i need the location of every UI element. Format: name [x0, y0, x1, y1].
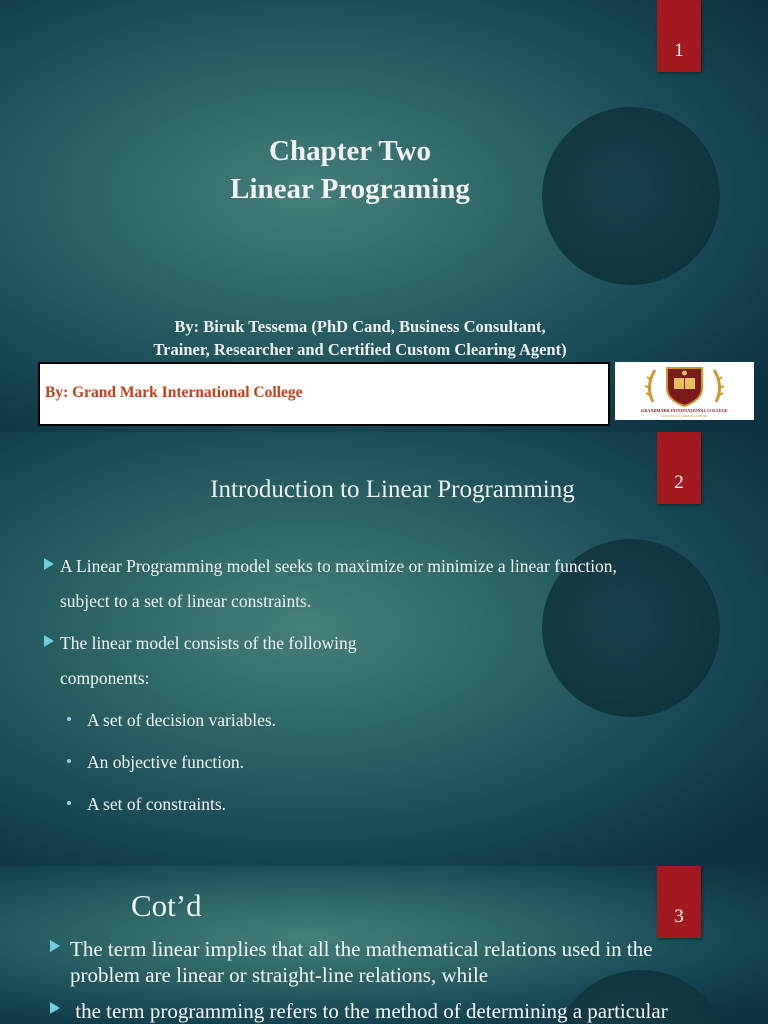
- college-banner: [38, 362, 610, 426]
- bullet-text: the term programming refers to the method of determining a particular: [70, 999, 668, 1023]
- college-crest-icon: [615, 362, 754, 420]
- sub-bullet-dot-icon: [67, 801, 71, 805]
- author-byline-line1: By: Biruk Tessema (PhD Cand, Business Consultant,: [174, 317, 546, 336]
- slide-title-line1: Chapter Two: [269, 135, 431, 167]
- sub-bullet-text: A set of constraints.: [87, 794, 227, 814]
- bullet-arrow-icon: [50, 1002, 60, 1014]
- bullet-text: components:: [60, 668, 150, 688]
- sub-bullet-text: A set of decision variables.: [87, 710, 277, 730]
- slide-number-tab: [657, 866, 701, 938]
- bullet-text: The term linear implies that all the mathematical relations used in the: [70, 937, 653, 961]
- sub-bullet-text: An objective function.: [87, 752, 244, 772]
- bullet-text: A Linear Programming model seeks to maximize or minimize a linear function,: [60, 556, 617, 576]
- logo-subcaption: EDUCATION & LEARNING CENTER: [661, 414, 708, 418]
- sub-bullet-dot-icon: [67, 717, 71, 721]
- slide-number-tab: [657, 0, 701, 72]
- slide-heading: Cot’d: [131, 888, 202, 923]
- college-logo: [615, 362, 754, 420]
- bullet-text: The linear model consists of the following: [60, 633, 357, 653]
- college-label: By: Grand Mark International College: [45, 384, 303, 401]
- slide-number: 3: [674, 906, 684, 927]
- bullet-text: subject to a set of linear constraints.: [60, 591, 312, 611]
- slide-number: 1: [674, 40, 684, 61]
- slide-2: [0, 432, 768, 866]
- slide-number: 2: [674, 472, 684, 493]
- author-byline-line2: Trainer, Researcher and Certified Custom Clearing Agent): [153, 340, 567, 359]
- bullet-text: problem are linear or straight-line relations, while: [70, 963, 489, 987]
- slide-title-line2: Linear Programing: [230, 173, 470, 205]
- logo-caption: GRANDMARK INTERNATIONAL COLLEGE: [641, 408, 728, 413]
- sub-bullet-dot-icon: [67, 759, 71, 763]
- bullet-arrow-icon: [50, 940, 60, 952]
- bullet-arrow-icon: [44, 558, 54, 570]
- bullet-arrow-icon: [44, 635, 54, 647]
- slide-heading: Introduction to Linear Programming: [210, 476, 575, 503]
